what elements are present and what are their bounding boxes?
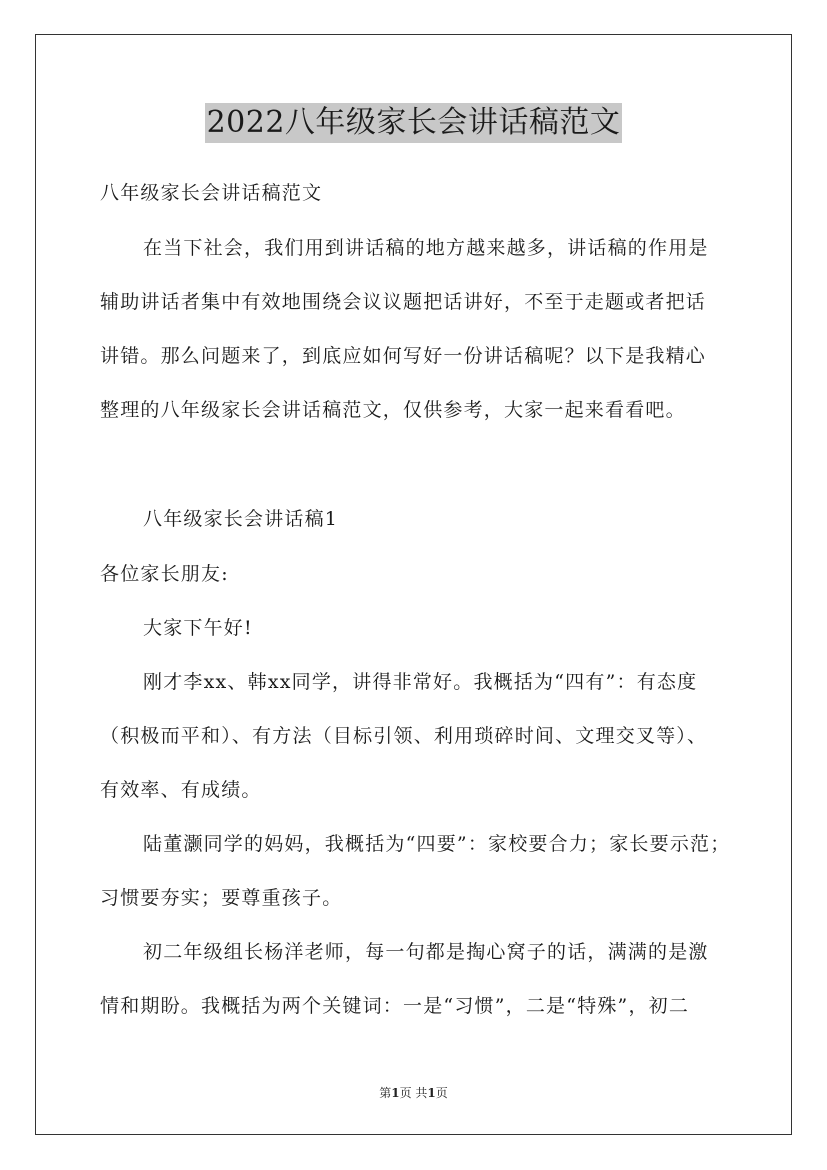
intro-line-4: 整理的八年级家长会讲话稿范文，仅供参考，大家一起来看看吧。 — [100, 399, 686, 421]
salutation: 各位家长朋友: — [100, 563, 229, 585]
paragraph1-line-2: （积极而平和）、有方法（目标引领、利用琐碎时间、文理交叉等）、 — [100, 725, 708, 747]
paragraph2-line-2: 习惯要夯实；要尊重孩子。 — [100, 887, 343, 909]
document-subtitle: 八年级家长会讲话稿范文 — [100, 182, 323, 204]
document-title: 2022八年级家长会讲话稿范文 — [205, 103, 623, 143]
paragraph1-line-3: 有效率、有成绩。 — [100, 779, 262, 801]
intro-line-1: 在当下社会，我们用到讲话稿的地方越来越多，讲话稿的作用是 — [143, 237, 709, 259]
footer-mid: 页 共 — [399, 1086, 428, 1100]
section-heading: 八年级家长会讲话稿1 — [143, 508, 339, 530]
paragraph3-line-2: 情和期盼。我概括为两个关键词：一是“习惯”，二是“特殊”，初二 — [100, 995, 690, 1017]
greeting: 大家下午好! — [143, 617, 253, 639]
footer-suffix: 页 — [435, 1086, 448, 1100]
intro-line-2: 辅助讲话者集中有效地围绕会议议题把话讲好，不至于走题或者把话 — [100, 291, 707, 313]
current-page-number: 1 — [391, 1086, 400, 1100]
page-footer — [0, 1085, 827, 1101]
footer-prefix: 第 — [379, 1086, 392, 1100]
intro-line-3: 讲错。那么问题来了，到底应如何写好一份讲话稿呢？以下是我精心 — [100, 345, 707, 367]
paragraph1-line-1: 刚才李xx、韩xx同学，讲得非常好。我概括为“四有”：有态度 — [143, 671, 698, 693]
total-pages-number: 1 — [427, 1086, 436, 1100]
paragraph2-line-1: 陆董灏同学的妈妈，我概括为“四要”：家校要合力；家长要示范； — [143, 833, 731, 855]
paragraph3-line-1: 初二年级组长杨洋老师，每一句都是掏心窝子的话，满满的是激 — [143, 941, 709, 963]
title-container — [0, 103, 827, 143]
